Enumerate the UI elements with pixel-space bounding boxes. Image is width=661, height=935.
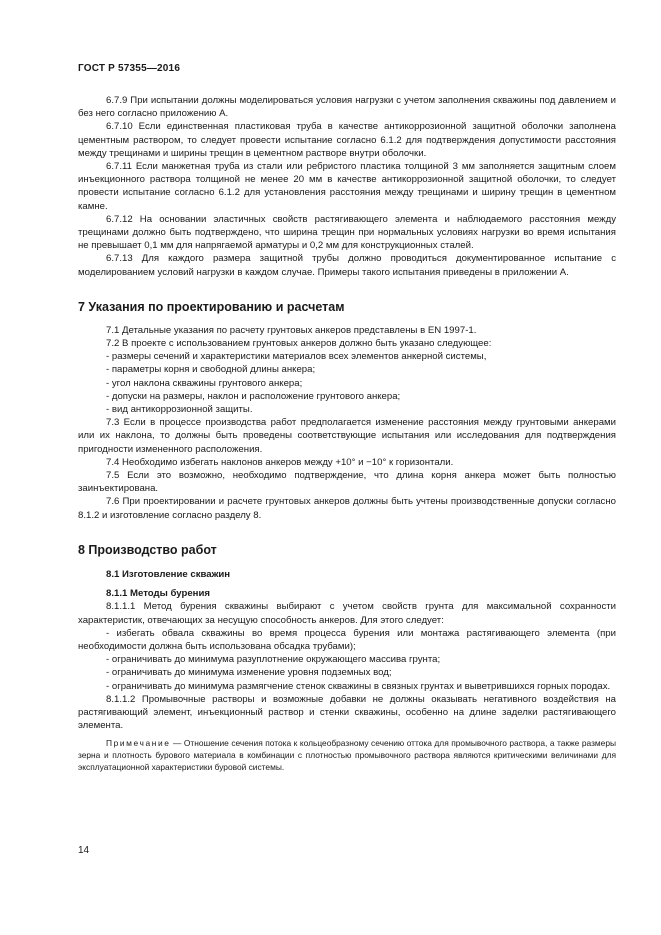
paragraph-8-1-1-1: 8.1.1.1 Метод бурения скважины выбирают с учетом свойств грунта для максимальной сохранности характеристик, отвечающих за несущую способность анкеров. Для этого следует: — [78, 601, 616, 626]
paragraph-6-7-12: 6.7.12 На основании эластичных свойств растягивающего элемента и наблюдаемого расстояния между трещинами должно быть подтверждено, что ширина трещин при нормальных условиях нагрузки во время испытания не превышает 0,1 мм для напрягаемой арматуры и 0,2 мм для конструкционных сталей. — [78, 213, 616, 252]
list-item: - ограничивать до минимума размягчение стенок скважины в связных грунтах и выветрившихся горных породах. — [106, 680, 611, 692]
paragraph-6-7-11: 6.7.11 Если манжетная труба из стали или ребристого пластика толщиной 3 мм заполняется защитным слоем инъекционного раствора толщиной не менее 20 мм в качестве антикоррозионной защитной оболочки, то следует провести испытание согласно 6.1.2 для установления расстояния между трещинами и ширину трещин в цементном камне. — [78, 161, 616, 212]
subsection-heading-8-1-1: 8.1.1 Методы бурения — [106, 588, 210, 600]
section-heading-8: 8 Производство работ — [78, 542, 217, 557]
subsection-heading-8-1: 8.1 Изготовление скважин — [106, 568, 231, 580]
list-item: - ограничивать до минимума разуплотнение окружающего массива грунта; — [106, 654, 441, 666]
note — [78, 738, 616, 773]
running-header: ГОСТ Р 57355—2016 — [78, 63, 181, 74]
paragraph-8-1-1-2: 8.1.1.2 Промывочные растворы и возможные добавки не должны оказывать негативного воздействия на растягивающий элемент, инъекционный раствор и стенки скважины, особенно на длине заделки растягивающего элемента. — [78, 693, 616, 732]
paragraph-7-4: 7.4 Необходимо избегать наклонов анкеров между +10° и −10° к горизонтали. — [106, 456, 454, 468]
list-item: - вид антикоррозионной защиты. — [106, 404, 253, 416]
list-item: - избегать обвала скважины во время процесса бурения или монтажа растягивающего элемента (при необходимости должна быть использована обсадка трубами); — [78, 627, 616, 652]
paragraph-7-1: 7.1 Детальные указания по расчету грунтовых анкеров представлены в EN 1997-1. — [106, 324, 477, 336]
paragraph-6-7-13: 6.7.13 Для каждого размера защитной трубы должно проводиться документированное испытание с моделированием условий нагрузки в каждом случае. Примеры такого испытания приведены в приложении А. — [78, 253, 616, 278]
list-item: - параметры корня и свободной длины анкера; — [106, 364, 316, 376]
paragraph-7-3: 7.3 Если в процессе производства работ предполагается изменение расстояния между грунтовыми анкерами или их наклона, то должны быть проведены соответствующие испытания или исследования для подтверждения пригодности измененного расположения. — [78, 417, 616, 455]
page-number: 14 — [78, 845, 90, 856]
note-label: Примечание — [106, 738, 171, 749]
list-item: - размеры сечений и характеристики материалов всех элементов анкерной системы, — [106, 351, 487, 363]
paragraph-6-7-9: 6.7.9 При испытании должны моделироваться условия нагрузки с учетом заполнения скважины под давлением и без него согласно приложению А. — [78, 95, 616, 120]
paragraph-7-5: 7.5 Если это возможно, необходимо подтверждение, что длина корня анкера может быть полностью заинъектирована. — [78, 470, 616, 495]
list-item: - ограничивать до минимума изменение уровня подземных вод; — [106, 667, 392, 679]
list-item: - угол наклона скважины грунтового анкера; — [106, 377, 303, 389]
paragraph-6-7-10: 6.7.10 Если единственная пластиковая труба в качестве антикоррозионной защитной оболочки заполнена цементным раствором, то следует провести испытание согласно 6.1.2 для подтверждения допустимости расстояния между трещинами и ширины трещин в цементном растворе внутри оболочки. — [78, 121, 616, 159]
paragraph-7-6: 7.6 При проектировании и расчете грунтовых анкеров должны быть учтены производственные допуски согласно 8.1.2 и изготовление согласно разделу 8. — [78, 496, 616, 521]
paragraph-7-2: 7.2 В проекте с использованием грунтовых анкеров должно быть указано следующее: — [106, 338, 492, 350]
page-body — [78, 94, 616, 773]
note-text: — Отношение сечения потока к кольцеобразному сечению оттока для промывочного раствора, а также размеры зерна и плотность бурового материала в комбинации с плотностью промывочного раствора являются критическими величинами для эксплуатационной характеристики буровой системы. — [78, 738, 616, 772]
section-heading-7: 7 Указания по проектированию и расчетам — [78, 299, 345, 314]
list-item: - допуски на размеры, наклон и расположение грунтового анкера; — [106, 390, 401, 402]
